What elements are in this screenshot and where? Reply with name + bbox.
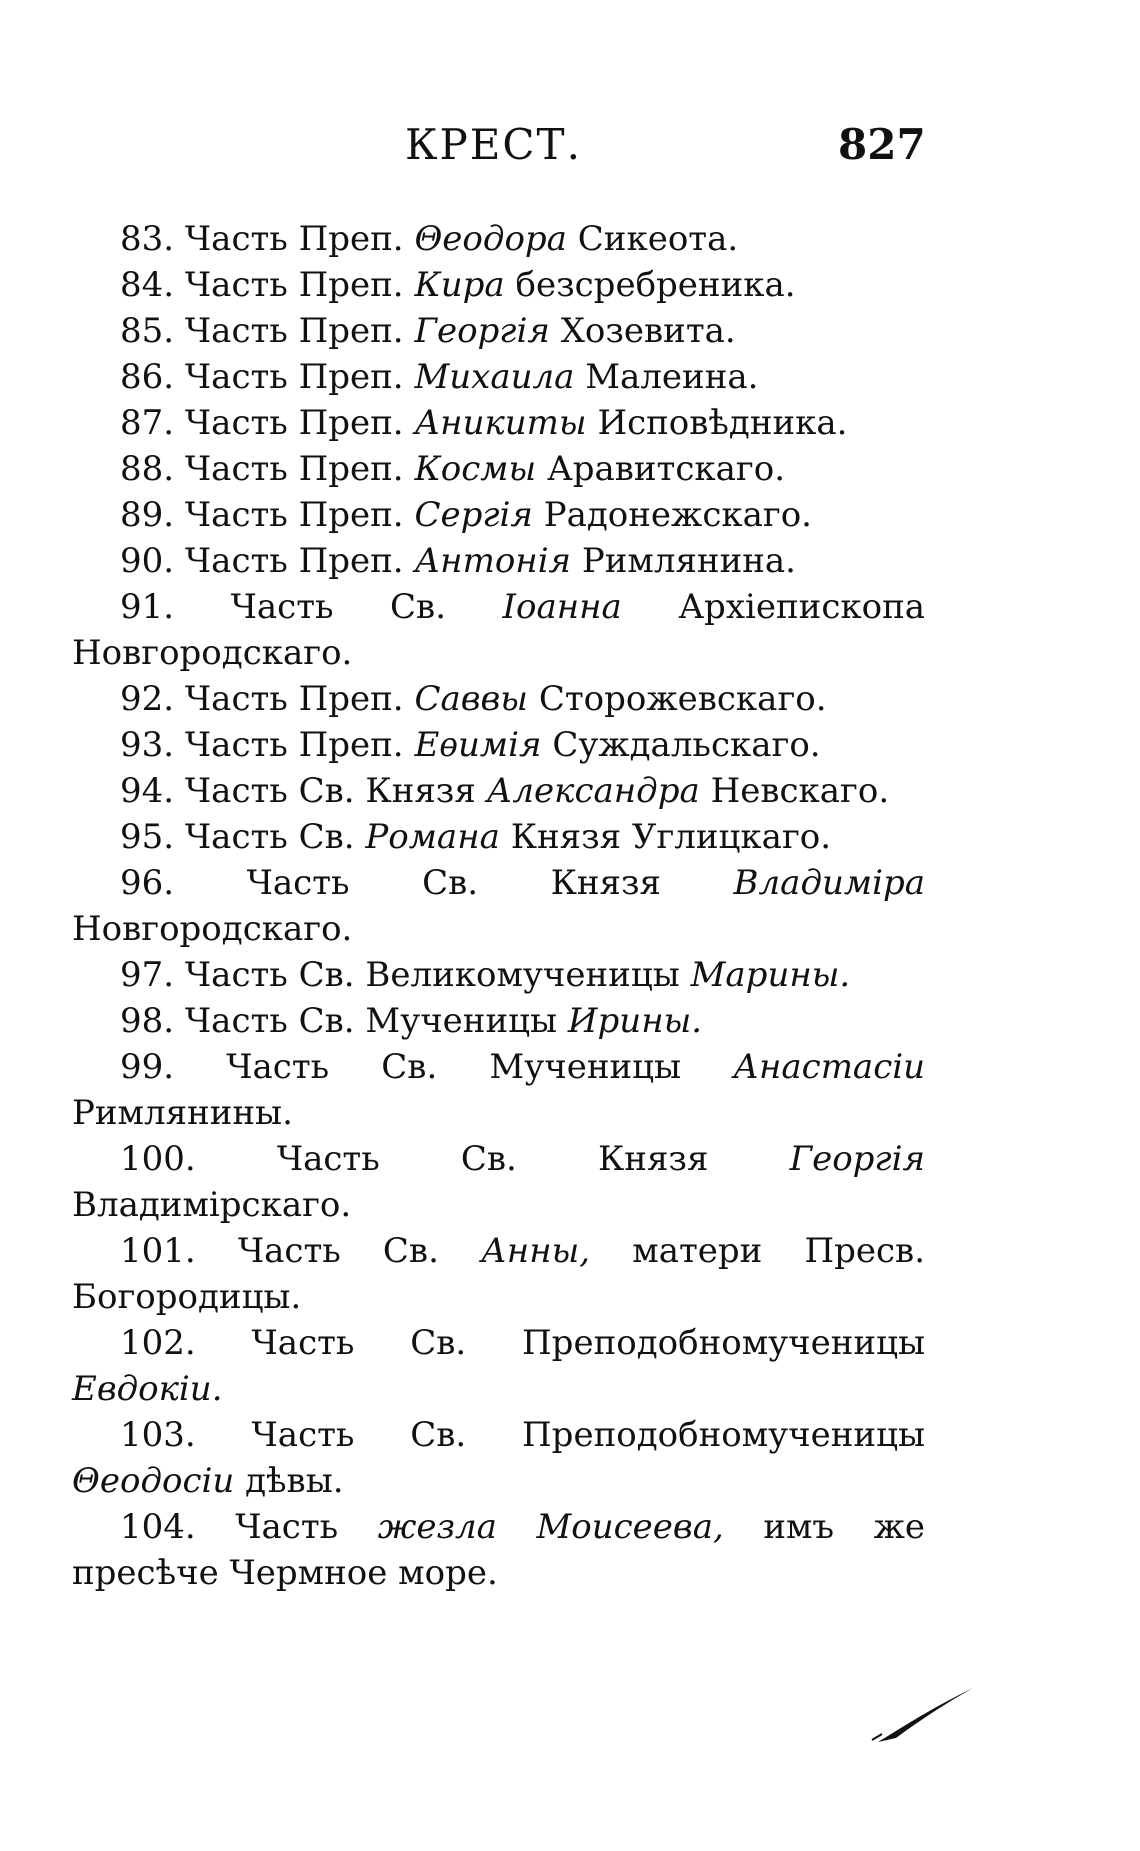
entry-text: Часть Преп.	[184, 679, 404, 719]
entry-text-tail: Аравитскаго.	[546, 449, 786, 489]
entry-text-tail: Римлянина.	[581, 541, 796, 581]
list-item	[0, 584, 1140, 676]
entry-text: Часть Св. Князя	[184, 771, 476, 811]
entry-text-tail: матери Пресв. Богородицы.	[72, 1231, 925, 1317]
entry-text: Часть Св. Князя	[246, 863, 661, 903]
entry-text-tail: Сторожевскаго.	[538, 679, 827, 719]
entry-name: Евдокіи.	[72, 1369, 223, 1409]
entry-number: 85.	[120, 311, 175, 351]
entry-number: 104.	[120, 1507, 196, 1547]
entry-name: Еѳимія	[414, 725, 542, 765]
entry-number: 101.	[120, 1231, 196, 1271]
list-item	[0, 538, 1140, 584]
list-item	[0, 1504, 1140, 1596]
entry-text: Часть Св.	[184, 817, 355, 857]
entry-number: 86.	[120, 357, 175, 397]
entry-name: Θеодора	[414, 219, 567, 259]
relic-list	[0, 216, 1140, 1596]
list-item	[0, 676, 1140, 722]
list-item	[0, 1044, 1140, 1136]
entry-name: Антонія	[414, 541, 572, 581]
entry-text: Часть Св. Великомученицы	[184, 955, 680, 995]
entry-text: Часть Св. Мученицы	[226, 1047, 682, 1087]
entry-number: 96.	[120, 863, 175, 903]
entry-name: Анастасіи	[733, 1047, 926, 1087]
list-item	[0, 1228, 1140, 1320]
entry-text-tail: Невскаго.	[710, 771, 890, 811]
entry-text-tail: Хозевита.	[560, 311, 736, 351]
list-item	[0, 400, 1140, 446]
entry-name: Михаила	[414, 357, 575, 397]
entry-text-tail: Радонежскаго.	[543, 495, 812, 535]
list-item	[0, 860, 1140, 952]
entry-text-tail: Новгородскаго.	[72, 909, 353, 949]
entry-text-tail: дѣвы.	[245, 1461, 344, 1501]
entry-name: Анны,	[481, 1231, 591, 1271]
entry-number: 103.	[120, 1415, 196, 1455]
entry-name: Марины.	[690, 955, 851, 995]
entry-text: Часть Св. Преподобномученицы	[251, 1323, 926, 1363]
entry-name: Аникиты	[414, 403, 587, 443]
entry-text-tail: Римлянины.	[72, 1093, 293, 1133]
entry-text-tail: Владимірскаго.	[72, 1185, 352, 1225]
list-item	[0, 1412, 1140, 1504]
entry-name: Θеодосіи	[72, 1461, 235, 1501]
entry-number: 88.	[120, 449, 175, 489]
entry-text-tail: Малеина.	[585, 357, 759, 397]
entry-name: Ирины.	[567, 1001, 703, 1041]
entry-text-tail: имъ же пресѣче Чермное море.	[72, 1507, 925, 1593]
list-item	[0, 354, 1140, 400]
entry-number: 84.	[120, 265, 175, 305]
entry-text: Часть Св.	[230, 587, 447, 627]
entry-text: Часть Св. Князя	[276, 1139, 709, 1179]
entry-number: 87.	[120, 403, 175, 443]
entry-text: Часть Преп.	[184, 403, 404, 443]
entry-text: Часть Св. Преподобномученицы	[251, 1415, 926, 1455]
entry-name: Сергія	[414, 495, 533, 535]
entry-number: 83.	[120, 219, 175, 259]
running-head-title: КРЕСТ.	[405, 120, 582, 169]
entry-text: Часть Преп.	[184, 541, 404, 581]
list-item	[0, 722, 1140, 768]
entry-text-tail: Исповѣдника.	[597, 403, 848, 443]
list-item	[0, 262, 1140, 308]
entry-text-tail: безсребреника.	[515, 265, 796, 305]
entry-number: 95.	[120, 817, 175, 857]
entry-number: 94.	[120, 771, 175, 811]
entry-text: Часть Преп.	[184, 725, 404, 765]
entry-name: Георгія	[414, 311, 550, 351]
entry-text: Часть Преп.	[184, 265, 404, 305]
entry-name: Космы	[414, 449, 537, 489]
ink-mark	[868, 1680, 978, 1750]
entry-text: Часть Преп.	[184, 357, 404, 397]
entry-name: Саввы	[414, 679, 528, 719]
list-item	[0, 216, 1140, 262]
entry-text: Часть Преп.	[184, 449, 404, 489]
entry-name: Владиміра	[733, 863, 925, 903]
entry-name: Георгія	[789, 1139, 925, 1179]
entry-text: Часть Преп.	[184, 495, 404, 535]
list-item	[0, 446, 1140, 492]
entry-text-tail: Архіепископа Новгородскаго.	[72, 587, 926, 673]
entry-number: 92.	[120, 679, 175, 719]
entry-text: Часть Преп.	[184, 219, 404, 259]
entry-number: 89.	[120, 495, 175, 535]
entry-number: 97.	[120, 955, 175, 995]
entry-number: 93.	[120, 725, 175, 765]
running-head	[0, 120, 1140, 180]
entry-name: Александра	[486, 771, 700, 811]
entry-name: Іоанна	[502, 587, 622, 627]
entry-number: 90.	[120, 541, 175, 581]
entry-number: 102.	[120, 1323, 196, 1363]
entry-text-tail: Сикеота.	[577, 219, 739, 259]
entry-name: Романа	[365, 817, 500, 857]
list-item	[0, 1136, 1140, 1228]
entry-name: Кира	[414, 265, 505, 305]
entry-number: 99.	[120, 1047, 175, 1087]
entry-text-tail: Суждальскаго.	[552, 725, 821, 765]
entry-text-tail: Князя Углицкаго.	[510, 817, 832, 857]
list-item	[0, 768, 1140, 814]
entry-text: Часть	[235, 1507, 339, 1547]
list-item	[0, 952, 1140, 998]
list-item	[0, 1320, 1140, 1412]
entry-number: 91.	[120, 587, 175, 627]
list-item	[0, 308, 1140, 354]
entry-text: Часть Св. Мученицы	[184, 1001, 558, 1041]
list-item	[0, 492, 1140, 538]
entry-text: Часть Преп.	[184, 311, 404, 351]
list-item	[0, 814, 1140, 860]
entry-name: жезла Моисеева,	[377, 1507, 724, 1547]
list-item	[0, 998, 1140, 1044]
page-number: 827	[838, 120, 926, 169]
entry-number: 98.	[120, 1001, 175, 1041]
entry-text: Часть Св.	[237, 1231, 439, 1271]
entry-number: 100.	[120, 1139, 196, 1179]
